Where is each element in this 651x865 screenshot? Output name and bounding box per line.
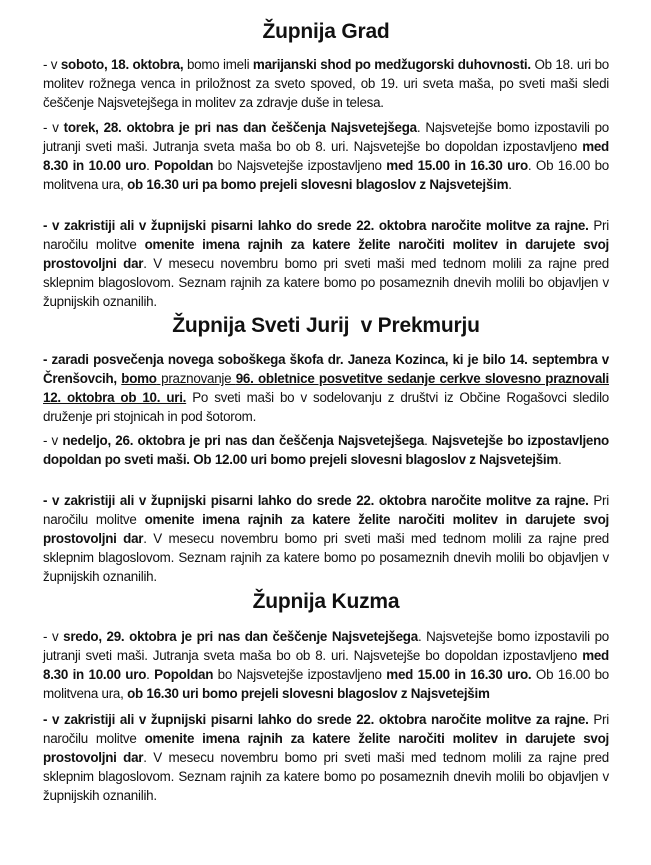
text: . Ob 16.00 bo molitvena ura, — [43, 158, 609, 192]
text: . — [146, 667, 155, 682]
bold-text: Popoldan — [154, 158, 214, 173]
text: . Najsvetejše bomo izpostavili po jutranji sveti maši. Jutranja sveta maša bo ob 8. uri. Najsvetejše bo dopoldan izpostavljeno — [43, 120, 609, 154]
paragraph — [43, 55, 609, 112]
bold-text: - v zakristiji ali v župnijski pisarni lahko do srede 22. oktobra naročite molitve za rajne. — [43, 218, 589, 233]
text: . — [146, 158, 155, 173]
section-title-sveti-jurij: Župnija Sveti Jurij v Prekmurju — [172, 314, 480, 337]
text: bo Najsvetejše izpostavljeno — [213, 667, 387, 682]
text: - v — [43, 433, 63, 448]
bold-text: soboto, 18. oktobra, — [60, 57, 184, 72]
text: . Najsvetejše bomo izpostavili po jutranji sveti maši. Jutranja sveta maša bo ob 8. uri. Najsvetejše bo dopoldan izpostavljeno — [43, 629, 609, 663]
bold-text: med 15.00 in 16.30 uro — [386, 158, 528, 173]
paragraph — [43, 431, 609, 469]
text: . V mesecu novembru bomo pri sveti maši med tednom molili za rajne pred sklepnim blagoslovom. Seznam rajnih za katere bomo po posameznih dnevih molili bo objavljen v župnijskih oznanilih. — [43, 256, 609, 309]
bold-text: ob 16.30 uri pa bomo prejeli slovesni blagoslov z Najsvetejšim — [127, 177, 509, 192]
bold-text: - v zakristiji ali v župnijski pisarni lahko do srede 22. oktobra naročite molitve za rajne. — [43, 712, 589, 727]
text: Pri naročilu molitve — [43, 712, 609, 746]
text: bo Najsvetejše izpostavljeno — [213, 158, 387, 173]
text: . — [558, 452, 562, 467]
text: - v — [43, 57, 61, 72]
bold-text: omenite imena rajnih za katere želite naročiti molitev in darujete svoj prostovoljni dar — [43, 512, 610, 546]
bold-text: torek, 28. oktobra je pri nas dan češčenja Najsvetejšega — [63, 120, 417, 135]
bold-text: ob 16.30 uri bomo prejeli slovesni blagoslov z Najsvetejšim — [127, 686, 490, 701]
bold-text: - zaradi posvečenja novega soboškega škofa dr. Janeza Kozinca, ki je bilo 14. septembra v Črenšovcih, — [43, 352, 609, 386]
text: . V mesecu novembru bomo pri sveti maši med tednom molili za rajne pred sklepnim blagoslovom. Seznam rajnih za katere bomo po posameznih dnevih molili bo objavljen v župnijskih oznanilih. — [43, 531, 609, 584]
bold-text: - v zakristiji ali v župnijski pisarni lahko do srede 22. oktobra naročite molitve za rajne. — [43, 493, 589, 508]
text: Ob 16.00 bo molitvena ura, — [43, 667, 609, 701]
bold-text: 96. obletnice posvetitve sedanje cerkve slovesno praznovali 12. oktobra ob 10. uri. — [43, 371, 609, 405]
paragraph — [43, 627, 609, 703]
text: . — [508, 177, 512, 192]
bold-text: Najsvetejše bo izpostavljeno dopoldan po sveti maši. Ob 12.00 uri bomo prejeli slovesni blagoslov z Najsvetejšim — [43, 433, 609, 467]
text: praznovanje — [156, 371, 236, 386]
bold-text: omenite imena rajnih za katere želite naročiti molitev in darujete svoj prostovoljni dar — [43, 237, 610, 271]
text: Pri naročilu molitve — [43, 218, 609, 252]
paragraph — [43, 710, 609, 805]
bold-text: omenite imena rajnih za katere želite naročiti molitev in darujete svoj prostovoljni dar — [43, 731, 610, 765]
bold-text: med 15.00 in 16.30 uro. — [386, 667, 532, 682]
bold-text: Popoldan — [154, 667, 214, 682]
text: - v — [43, 120, 64, 135]
paragraph — [43, 491, 609, 586]
text: Ob 18. uri bo molitev rožnega venca in priložnost za sveto spoved, ob 19. uri sveta maša, po sveti maši sledi češčenje Najsvetejšega in molitev za zdravje duše in telesa. — [43, 57, 609, 110]
bold-text: marijanski shod po medžugorski duhovnosti. — [252, 57, 531, 72]
text: Pri naročilu molitve — [43, 493, 609, 527]
paragraph — [43, 350, 609, 426]
section-title-kuzma: Župnija Kuzma — [252, 590, 400, 613]
bold-text: bomo — [121, 371, 157, 386]
bold-text: sredo, 29. oktobra je pri nas dan češčenje Najsvetejšega — [63, 629, 418, 644]
paragraph — [43, 118, 609, 194]
section-title-grad: Župnija Grad — [262, 20, 390, 43]
text: . V mesecu novembru bomo pri sveti maši med tednom molili za rajne pred sklepnim blagoslovom. Seznam rajnih za katere bomo po posameznih dnevih molili bo objavljen v župnijskih oznanilih. — [43, 750, 609, 803]
text: - v — [43, 629, 64, 644]
text: . — [424, 433, 432, 448]
paragraph — [43, 216, 609, 311]
bold-text: nedeljo, 26. oktobra je pri nas dan češčenja Najsvetejšega — [62, 433, 425, 448]
bold-text: med 8.30 in 10.00 uro — [43, 648, 609, 682]
bold-text: med 8.30 in 10.00 uro — [43, 139, 609, 173]
text: Po sveti maši bo v sodelovanju z društvi iz Občine Rogašovci sledilo druženje pri stojnicah in pod šotorom. — [43, 390, 609, 424]
text: bomo imeli — [183, 57, 253, 72]
